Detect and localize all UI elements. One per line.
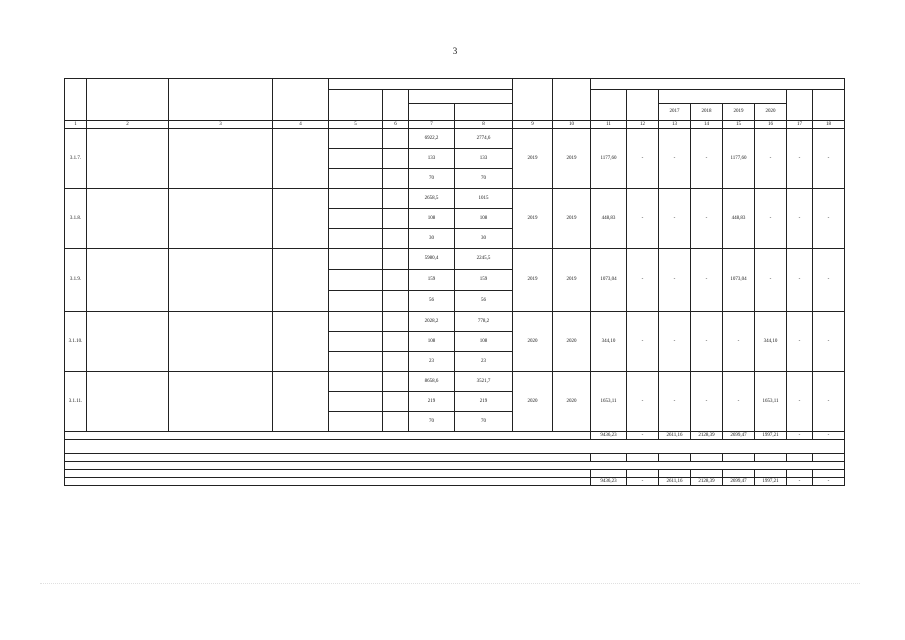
row-description [273, 129, 329, 189]
year-end: 2019 [553, 129, 591, 189]
total-group-4-2017 [659, 454, 691, 462]
value-after: 108 [455, 209, 513, 229]
indicator-unit [383, 291, 409, 312]
cost-2020: 1653,11 [755, 372, 787, 432]
column-numbers-row [65, 121, 845, 129]
row-number: 3.1.7. [65, 129, 87, 189]
header-costs-group [591, 79, 845, 90]
grand-total-2019: 2699,47 [723, 478, 755, 486]
cost-connection: - [813, 372, 845, 432]
cost-remaining: - [787, 189, 813, 249]
value-after: 108 [455, 332, 513, 352]
row-description [273, 249, 329, 312]
grand-total-connection: - [813, 478, 845, 486]
total-group-3-total: 9436,23 [591, 432, 627, 440]
value-before: 8658,6 [409, 372, 455, 392]
col-number: 4 [273, 121, 329, 129]
row-description [273, 372, 329, 432]
indicator-unit [383, 392, 409, 412]
grand-total-total: 9436,23 [591, 478, 627, 486]
cost-financed: - [627, 189, 659, 249]
header-before [409, 104, 455, 121]
grand-total-label [65, 478, 591, 486]
header-from-connection [813, 90, 845, 121]
grand-total-financed: - [627, 478, 659, 486]
group-5-title [65, 462, 845, 470]
indicator-name [329, 372, 383, 392]
value-before: 2658,5 [409, 189, 455, 209]
page-number: 3 [452, 46, 458, 56]
cost-2017: - [659, 312, 691, 372]
col-number: 16 [755, 121, 787, 129]
cost-total: 1177,60 [591, 129, 627, 189]
value-after: 70 [455, 412, 513, 432]
total-group-3-row [65, 432, 845, 440]
header-unit [383, 90, 409, 121]
indicator-name [329, 249, 383, 270]
cost-2020: 344,10 [755, 312, 787, 372]
row-name [87, 372, 169, 432]
cost-remaining: - [787, 372, 813, 432]
grand-total-remaining: - [787, 478, 813, 486]
header-indicator-name [329, 90, 383, 121]
cost-total: 1073,04 [591, 249, 627, 312]
value-before: 159 [409, 270, 455, 291]
indicator-name [329, 412, 383, 432]
header-after [455, 104, 513, 121]
col-number: 5 [329, 121, 383, 129]
col-number: 13 [659, 121, 691, 129]
col-number: 10 [553, 121, 591, 129]
total-group-4-connection [813, 454, 845, 462]
year-end: 2019 [553, 189, 591, 249]
total-group-5-total [591, 470, 627, 478]
indicator-unit [383, 129, 409, 149]
header-by-years [659, 90, 787, 104]
header-name [87, 79, 169, 121]
col-number: 9 [513, 121, 553, 129]
cost-2019: - [723, 312, 755, 372]
group-5-title-row [65, 462, 845, 470]
indicator-unit [383, 149, 409, 169]
year-end: 2019 [553, 249, 591, 312]
cost-2019: 448,83 [723, 189, 755, 249]
cost-connection: - [813, 129, 845, 189]
cost-connection: - [813, 249, 845, 312]
indicator-unit [383, 270, 409, 291]
row-number: 3.1.10. [65, 312, 87, 372]
header-description [273, 79, 329, 121]
value-after: 56 [455, 291, 513, 312]
cost-financed: - [627, 372, 659, 432]
row-description [273, 189, 329, 249]
header-year-start [513, 79, 553, 121]
value-before: 133 [409, 149, 455, 169]
total-group-4-row [65, 454, 845, 462]
total-group-5-2017 [659, 470, 691, 478]
group-4-title [65, 440, 845, 454]
indicator-name [329, 392, 383, 412]
cost-connection: - [813, 312, 845, 372]
total-group-3-financed: - [627, 432, 659, 440]
value-before: 23 [409, 352, 455, 372]
scan-artifact [40, 583, 860, 586]
year-end: 2020 [553, 312, 591, 372]
row-justification [169, 249, 273, 312]
value-after: 23 [455, 352, 513, 372]
cost-connection: - [813, 189, 845, 249]
indicator-name [329, 312, 383, 332]
indicator-name [329, 291, 383, 312]
indicator-unit [383, 412, 409, 432]
total-group-3-2019: 2699,47 [723, 432, 755, 440]
row-name [87, 189, 169, 249]
indicator-name [329, 270, 383, 291]
total-group-3-label [65, 432, 591, 440]
table-row [65, 189, 845, 209]
table-row [65, 312, 845, 332]
total-group-4-total [591, 454, 627, 462]
value-before: 70 [409, 169, 455, 189]
indicator-unit [383, 249, 409, 270]
col-number: 17 [787, 121, 813, 129]
total-group-3-remaining: - [787, 432, 813, 440]
indicator-name [329, 229, 383, 249]
year-start: 2020 [513, 312, 553, 372]
value-before: 108 [409, 332, 455, 352]
row-number: 3.1.8. [65, 189, 87, 249]
year-start: 2019 [513, 129, 553, 189]
cost-2019: 1177,60 [723, 129, 755, 189]
grand-total-2018: 2128,39 [691, 478, 723, 486]
cost-2019: 1073,04 [723, 249, 755, 312]
total-group-5-remaining [787, 470, 813, 478]
value-before: 6922,2 [409, 129, 455, 149]
value-before: 2028,2 [409, 312, 455, 332]
indicator-unit [383, 189, 409, 209]
cost-remaining: - [787, 129, 813, 189]
indicator-name [329, 149, 383, 169]
row-name [87, 312, 169, 372]
table-row [65, 129, 845, 149]
cost-2017: - [659, 249, 691, 312]
col-number: 12 [627, 121, 659, 129]
total-group-5-2018 [691, 470, 723, 478]
program-table [64, 78, 845, 486]
row-description [273, 312, 329, 372]
grand-total-row [65, 478, 845, 486]
col-number: 18 [813, 121, 845, 129]
total-group-4-label [65, 454, 591, 462]
cost-2020: - [755, 249, 787, 312]
year-end: 2020 [553, 372, 591, 432]
table-row [65, 372, 845, 392]
total-group-5-financed [627, 470, 659, 478]
total-group-5-label [65, 470, 591, 478]
indicator-name [329, 352, 383, 372]
value-before: 108 [409, 209, 455, 229]
col-number: 14 [691, 121, 723, 129]
indicator-unit [383, 332, 409, 352]
row-justification [169, 372, 273, 432]
total-group-4-financed [627, 454, 659, 462]
year-start: 2020 [513, 372, 553, 432]
value-after: 159 [455, 270, 513, 291]
col-number: 7 [409, 121, 455, 129]
indicator-name [329, 129, 383, 149]
cost-financed: - [627, 312, 659, 372]
cost-total: 448,83 [591, 189, 627, 249]
total-group-3-2018: 2128,39 [691, 432, 723, 440]
value-after: 778,2 [455, 312, 513, 332]
cost-remaining: - [787, 312, 813, 372]
cost-2019: - [723, 372, 755, 432]
indicator-unit [383, 209, 409, 229]
indicator-unit [383, 169, 409, 189]
header-2017: 2017 [659, 104, 691, 121]
cost-2017: - [659, 189, 691, 249]
col-number: 1 [65, 121, 87, 129]
value-after: 2774,6 [455, 129, 513, 149]
header-2020: 2020 [755, 104, 787, 121]
cost-2020: - [755, 129, 787, 189]
value-after: 133 [455, 149, 513, 169]
cost-remaining: - [787, 249, 813, 312]
total-group-5-connection [813, 470, 845, 478]
col-number: 11 [591, 121, 627, 129]
cost-2017: - [659, 372, 691, 432]
header-2018: 2018 [691, 104, 723, 121]
header-tech-group [329, 79, 513, 90]
row-name [87, 129, 169, 189]
value-before: 56 [409, 291, 455, 312]
value-before: 70 [409, 412, 455, 432]
row-name [87, 249, 169, 312]
col-number: 2 [87, 121, 169, 129]
header-row-1 [65, 79, 845, 90]
value-after: 2245,5 [455, 249, 513, 270]
header-remaining [787, 90, 813, 121]
value-after: 1015 [455, 189, 513, 209]
col-number: 6 [383, 121, 409, 129]
table-row [65, 249, 845, 270]
total-group-5-2020 [755, 470, 787, 478]
cost-2020: - [755, 189, 787, 249]
indicator-name [329, 209, 383, 229]
row-justification [169, 189, 273, 249]
cost-financed: - [627, 129, 659, 189]
indicator-unit [383, 312, 409, 332]
value-before: 30 [409, 229, 455, 249]
indicator-name [329, 189, 383, 209]
cost-total: 1653,11 [591, 372, 627, 432]
row-number: 3.1.9. [65, 249, 87, 312]
header-2019: 2019 [723, 104, 755, 121]
header-values-group [409, 90, 513, 104]
value-after: 70 [455, 169, 513, 189]
total-group-3-2017: 2611,16 [659, 432, 691, 440]
header-no [65, 79, 87, 121]
row-justification [169, 312, 273, 372]
cost-2018: - [691, 189, 723, 249]
value-after: 30 [455, 229, 513, 249]
total-group-4-2018 [691, 454, 723, 462]
grand-total-2017: 2611,16 [659, 478, 691, 486]
value-after: 3521,7 [455, 372, 513, 392]
cost-2018: - [691, 372, 723, 432]
header-total [591, 90, 627, 121]
grand-total-2020: 1997,21 [755, 478, 787, 486]
value-before: 219 [409, 392, 455, 412]
total-group-3-2020: 1997,21 [755, 432, 787, 440]
indicator-name [329, 169, 383, 189]
year-start: 2019 [513, 189, 553, 249]
row-justification [169, 129, 273, 189]
header-justification [169, 79, 273, 121]
cost-2018: - [691, 129, 723, 189]
total-group-3-connection: - [813, 432, 845, 440]
header-financed [627, 90, 659, 121]
indicator-unit [383, 352, 409, 372]
row-number: 3.1.11. [65, 372, 87, 432]
cost-total: 344,10 [591, 312, 627, 372]
group-4-title-row [65, 440, 845, 454]
year-start: 2019 [513, 249, 553, 312]
indicator-unit [383, 229, 409, 249]
total-group-4-remaining [787, 454, 813, 462]
cost-2018: - [691, 312, 723, 372]
total-group-4-2019 [723, 454, 755, 462]
cost-2017: - [659, 129, 691, 189]
indicator-name [329, 332, 383, 352]
value-after: 219 [455, 392, 513, 412]
col-number: 15 [723, 121, 755, 129]
total-group-5-row [65, 470, 845, 478]
col-number: 8 [455, 121, 513, 129]
col-number: 3 [169, 121, 273, 129]
total-group-5-2019 [723, 470, 755, 478]
total-group-4-2020 [755, 454, 787, 462]
cost-financed: - [627, 249, 659, 312]
indicator-unit [383, 372, 409, 392]
value-before: 5980,4 [409, 249, 455, 270]
header-year-end [553, 79, 591, 121]
cost-2018: - [691, 249, 723, 312]
